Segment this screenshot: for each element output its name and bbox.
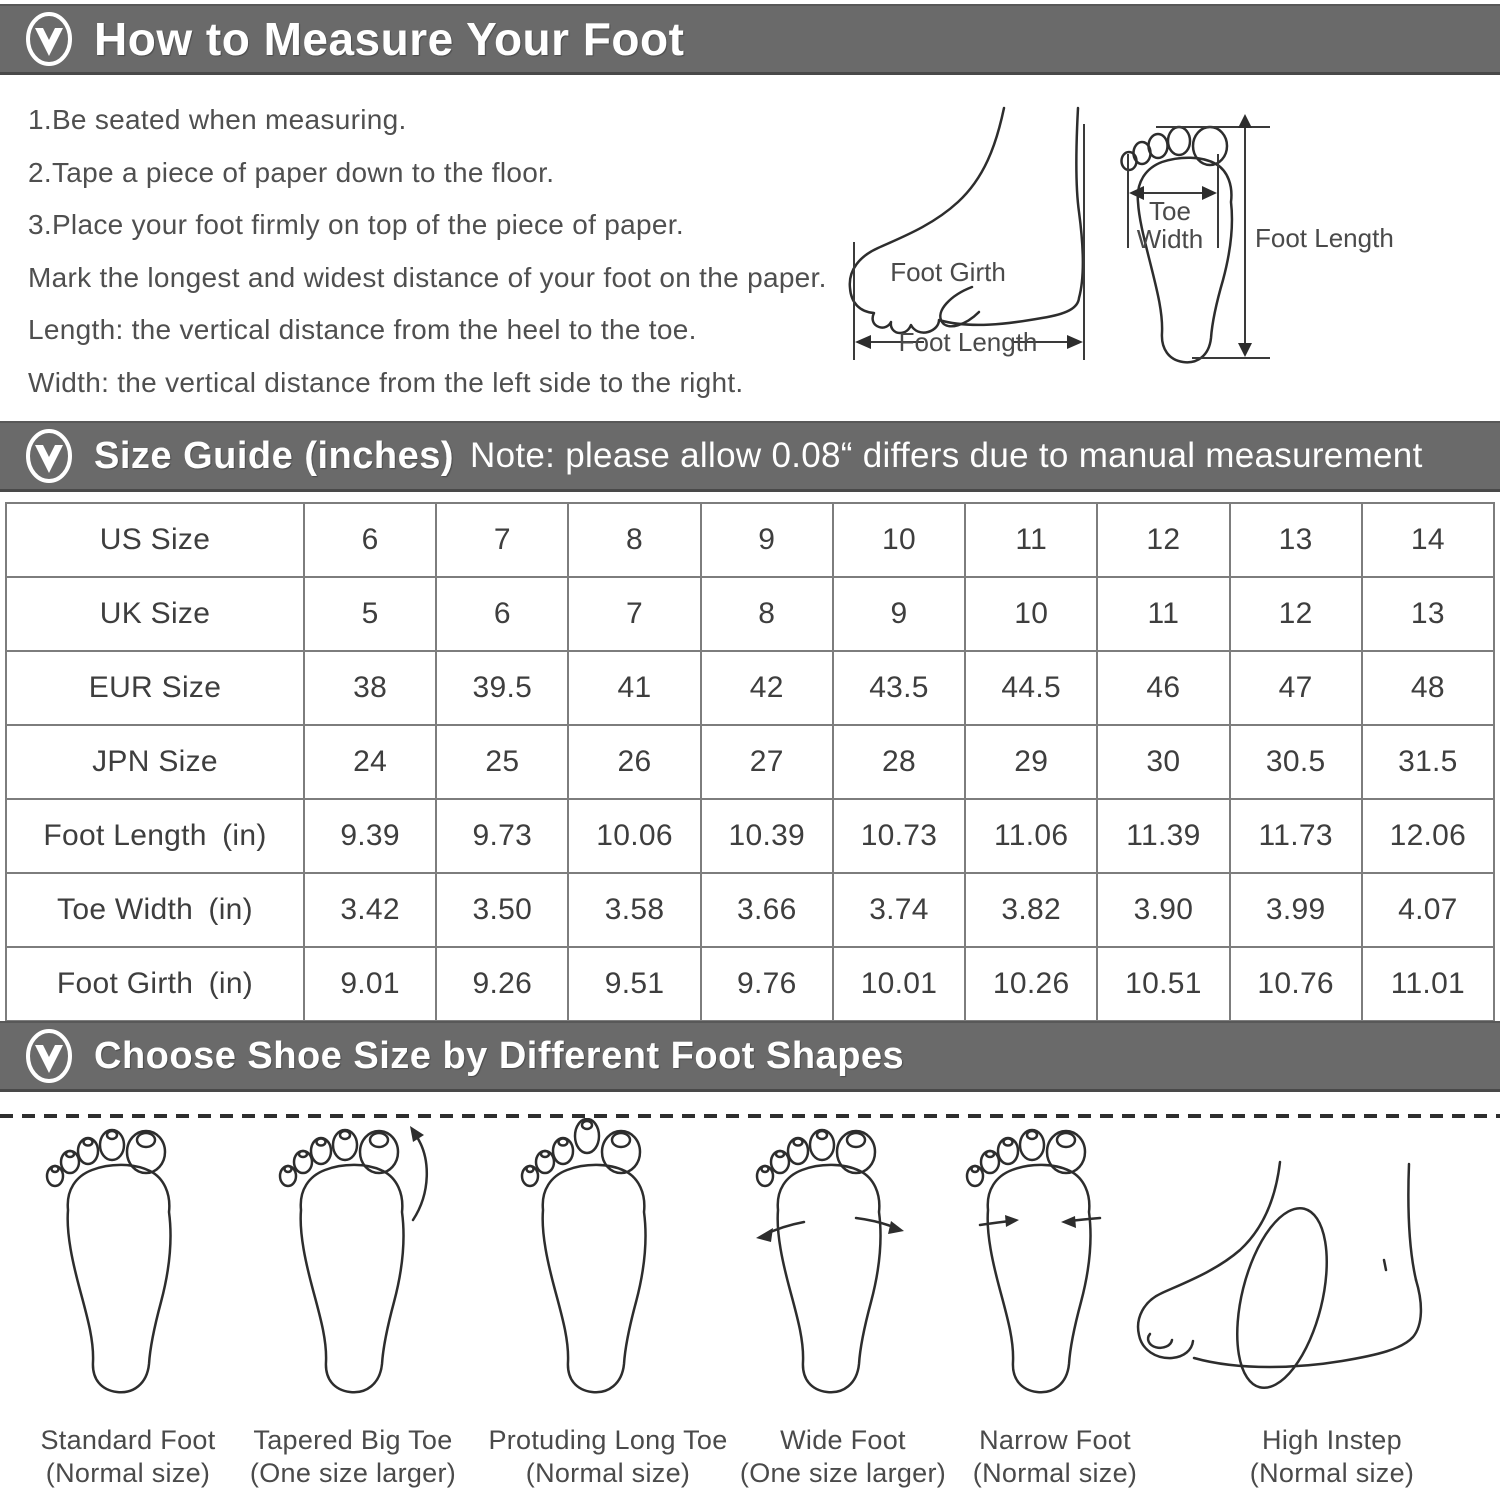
size-cell: 7	[436, 503, 568, 577]
size-guide-note: Note: please allow 0.08“ differs due to manual measurement	[470, 436, 1423, 475]
long-second-toe	[575, 1119, 599, 1153]
shape-name: Narrow Foot	[979, 1425, 1131, 1455]
size-cell: 30.5	[1230, 725, 1362, 799]
size-cell: 29	[965, 725, 1097, 799]
narrow-foot-figure	[950, 1118, 1130, 1410]
foot-girth-label: Foot Girth	[890, 257, 1006, 287]
size-cell: 9	[701, 503, 833, 577]
tapered-big-toe-figure	[263, 1118, 443, 1410]
row-label: UK Size	[6, 577, 304, 651]
narrow-arrow-left	[1005, 1215, 1019, 1227]
size-cell: 14	[1362, 503, 1494, 577]
table-row	[6, 947, 1494, 1021]
size-cell: 8	[701, 577, 833, 651]
size-cell: 10.06	[568, 799, 700, 873]
size-cell: 9.26	[436, 947, 568, 1021]
wide-arrow-right	[888, 1221, 904, 1234]
size-cell: 10.39	[701, 799, 833, 873]
size-cell: 13	[1362, 577, 1494, 651]
size-cell: 3.74	[833, 873, 965, 947]
shape-name: Tapered Big Toe	[253, 1425, 453, 1455]
taper-arrow	[413, 1134, 427, 1220]
section-header-measure	[0, 4, 1500, 75]
size-cell: 9	[833, 577, 965, 651]
shape-name: Wide Foot	[780, 1425, 906, 1455]
size-cell: 10.26	[965, 947, 1097, 1021]
toe-width-label-line1: Toe	[1149, 196, 1191, 226]
size-cell: 4.07	[1362, 873, 1494, 947]
shape-label	[740, 1424, 946, 1488]
size-cell: 13	[1230, 503, 1362, 577]
size-cell: 10.01	[833, 947, 965, 1021]
table-row	[6, 503, 1494, 577]
foot-shapes-title: Choose Shoe Size by Different Foot Shapes	[94, 1034, 905, 1077]
shape-label	[973, 1424, 1137, 1488]
instruction-line: Width: the vertical distance from the left side to the right.	[28, 366, 744, 398]
row-label: Toe Width (in)	[6, 873, 304, 947]
size-table	[5, 502, 1495, 1022]
shape-size-note: (One size larger)	[739, 1458, 947, 1488]
toe-width-label-line2: Width	[1136, 224, 1204, 254]
table-row	[6, 651, 1494, 725]
shape-label	[40, 1424, 215, 1488]
size-cell: 26	[568, 725, 700, 799]
wide-arrow-left	[756, 1228, 773, 1242]
size-cell: 12	[1230, 577, 1362, 651]
size-cell: 11.39	[1097, 799, 1229, 873]
shape-label	[488, 1424, 727, 1488]
section-header-size-guide	[0, 421, 1500, 492]
size-cell: 6	[304, 503, 436, 577]
foot-length-label: Foot Length	[898, 327, 1038, 357]
size-cell: 12	[1097, 503, 1229, 577]
size-cell: 24	[304, 725, 436, 799]
table-row	[6, 873, 1494, 947]
narrow-arrow-right	[1061, 1216, 1076, 1228]
shape-size-note: (Normal size)	[972, 1458, 1138, 1488]
size-cell: 9.01	[304, 947, 436, 1021]
row-label: JPN Size	[6, 725, 304, 799]
table-row	[6, 799, 1494, 873]
footprint-length-label: Foot Length	[1255, 223, 1394, 253]
table-row	[6, 725, 1494, 799]
size-cell: 10	[965, 577, 1097, 651]
size-cell: 39.5	[436, 651, 568, 725]
size-cell: 42	[701, 651, 833, 725]
size-cell: 12.06	[1362, 799, 1494, 873]
size-cell: 3.90	[1097, 873, 1229, 947]
size-cell: 30	[1097, 725, 1229, 799]
measure-instructions	[28, 94, 838, 409]
protruding-long-toe-figure	[505, 1118, 685, 1410]
section-header-foot-shapes	[0, 1021, 1500, 1092]
size-cell: 11	[1097, 577, 1229, 651]
size-cell: 11.01	[1362, 947, 1494, 1021]
footprint-diagram	[1118, 96, 1490, 378]
size-cell: 25	[436, 725, 568, 799]
size-cell: 3.99	[1230, 873, 1362, 947]
size-cell: 7	[568, 577, 700, 651]
instruction-line: 3.Place your foot firmly on top of the piece of paper.	[28, 209, 684, 240]
size-cell: 9.76	[701, 947, 833, 1021]
wide-foot-figure	[740, 1118, 920, 1410]
instruction-line: 2.Tape a piece of paper down to the floor.	[28, 156, 555, 188]
size-cell: 31.5	[1362, 725, 1494, 799]
size-cell: 9.73	[436, 799, 568, 873]
row-label: US Size	[6, 503, 304, 577]
standard-foot-figure	[30, 1118, 210, 1410]
chevron-circle-icon	[22, 1027, 76, 1085]
size-cell: 3.50	[436, 873, 568, 947]
size-cell: 41	[568, 651, 700, 725]
size-cell: 11.73	[1230, 799, 1362, 873]
shape-name: High Instep	[1262, 1425, 1402, 1455]
row-label: Foot Girth (in)	[6, 947, 304, 1021]
shape-name: Protuding Long Toe	[488, 1425, 728, 1455]
instruction-line: 1.Be seated when measuring.	[28, 104, 407, 135]
size-cell: 10	[833, 503, 965, 577]
chevron-circle-icon	[22, 427, 76, 485]
size-cell: 3.82	[965, 873, 1097, 947]
high-instep-figure	[1130, 1156, 1460, 1410]
size-cell: 27	[701, 725, 833, 799]
size-cell: 10.51	[1097, 947, 1229, 1021]
size-cell: 38	[304, 651, 436, 725]
shape-size-note: (Normal size)	[525, 1458, 691, 1488]
shape-size-note: (Normal size)	[45, 1458, 211, 1488]
measure-title: How to Measure Your Foot	[94, 13, 685, 65]
shape-size-note: (Normal size)	[1249, 1458, 1415, 1488]
size-cell: 43.5	[833, 651, 965, 725]
shape-label	[250, 1424, 456, 1488]
size-cell: 11	[965, 503, 1097, 577]
size-cell: 3.42	[304, 873, 436, 947]
size-cell: 10.76	[1230, 947, 1362, 1021]
size-cell: 3.66	[701, 873, 833, 947]
chevron-circle-icon	[22, 10, 76, 68]
shape-name: Standard Foot	[40, 1425, 216, 1455]
size-cell: 48	[1362, 651, 1494, 725]
size-cell: 11.06	[965, 799, 1097, 873]
size-cell: 9.51	[568, 947, 700, 1021]
size-cell: 44.5	[965, 651, 1097, 725]
instruction-line: Mark the longest and widest distance of your foot on the paper.	[28, 261, 827, 293]
shape-size-note: (One size larger)	[249, 1458, 457, 1488]
size-cell: 47	[1230, 651, 1362, 725]
shape-label	[1250, 1424, 1414, 1488]
instruction-line: Length: the vertical distance from the heel to the toe.	[28, 314, 697, 345]
size-cell: 8	[568, 503, 700, 577]
size-cell: 6	[436, 577, 568, 651]
size-cell: 46	[1097, 651, 1229, 725]
size-guide-title: Size Guide (inches)	[94, 434, 455, 477]
size-cell: 5	[304, 577, 436, 651]
size-cell: 9.39	[304, 799, 436, 873]
table-row	[6, 577, 1494, 651]
row-label: EUR Size	[6, 651, 304, 725]
size-cell: 28	[833, 725, 965, 799]
side-foot-diagram	[838, 102, 1098, 374]
size-cell: 10.73	[833, 799, 965, 873]
size-cell: 3.58	[568, 873, 700, 947]
row-label: Foot Length (in)	[6, 799, 304, 873]
